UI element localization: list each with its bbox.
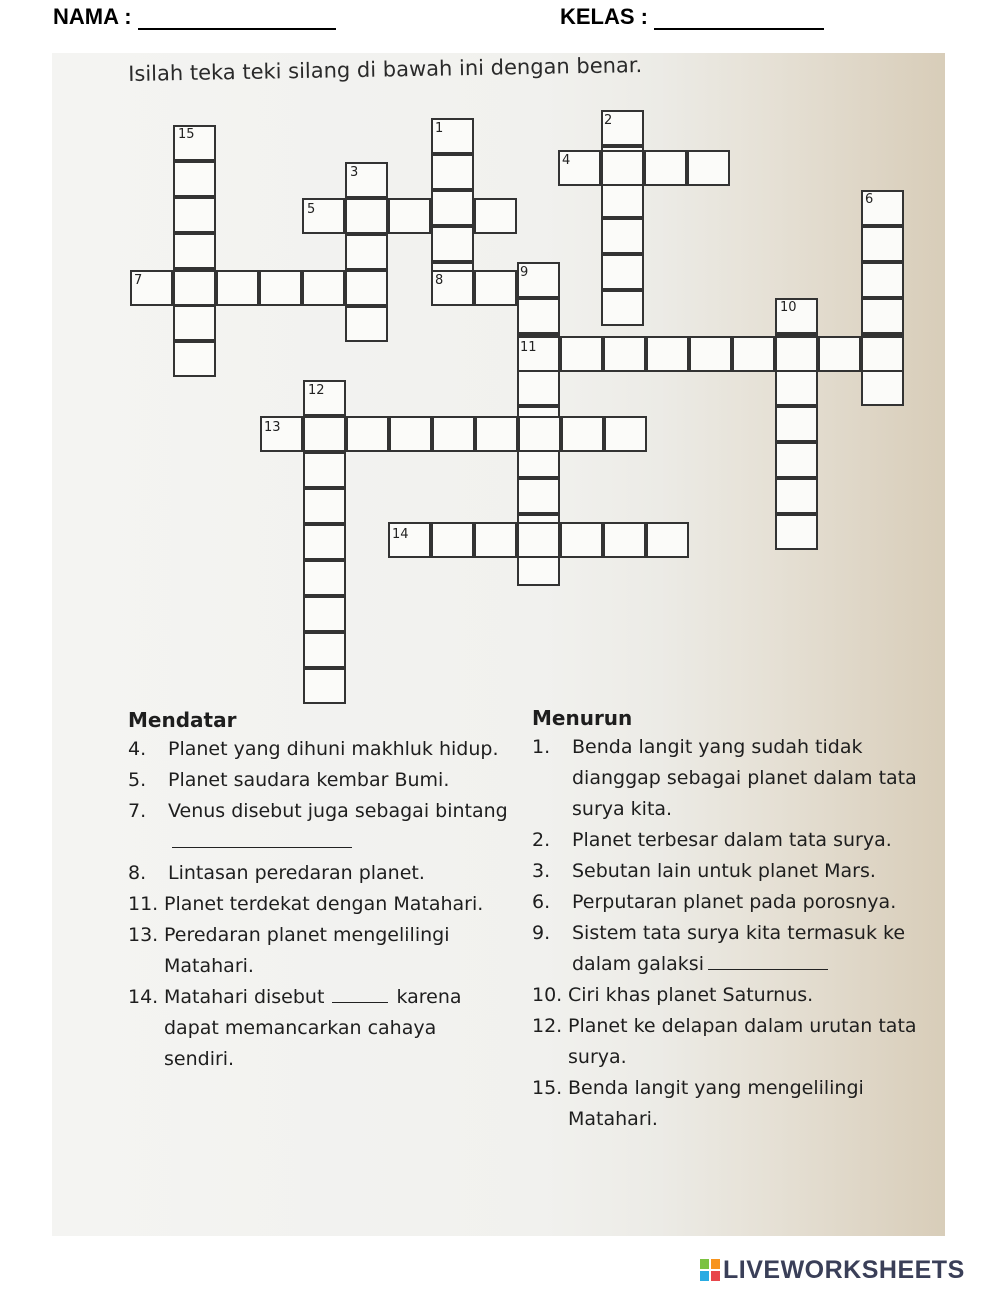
clue-item-text <box>128 982 508 1075</box>
crossword-cell[interactable] <box>517 478 560 514</box>
clue-text-part: Planet yang dihuni makhluk hidup. <box>168 738 499 760</box>
clue-item-number: 10. <box>532 984 563 1006</box>
clue-item-number: 9. <box>532 922 551 944</box>
clue-item-text <box>128 765 508 796</box>
clue-item-number: 11. <box>128 893 159 915</box>
clue-text-part: Planet terdekat dengan Matahari. <box>164 893 484 915</box>
name-input-line[interactable] <box>138 8 336 30</box>
crossword-cell[interactable] <box>517 370 560 406</box>
crossword-cell[interactable] <box>732 336 775 372</box>
instruction-text: Isilah teka teki silang di bawah ini dengan benar. <box>128 53 643 86</box>
clue-number: 9 <box>520 265 529 280</box>
clue-item <box>532 1011 932 1073</box>
clue-item-text <box>128 858 508 889</box>
crossword-cell[interactable] <box>687 150 730 186</box>
clue-item-text <box>128 889 508 920</box>
clue-number: 11 <box>520 340 537 355</box>
crossword-cell[interactable] <box>601 290 644 326</box>
class-field-label <box>560 4 824 30</box>
crossword-cell[interactable] <box>861 298 904 334</box>
crossword-cell[interactable] <box>216 270 259 306</box>
clue-number: 8 <box>435 273 444 288</box>
crossword-cell[interactable] <box>173 270 216 306</box>
clue-number: 4 <box>562 153 571 168</box>
crossword-cell[interactable] <box>601 150 644 186</box>
class-input-line[interactable] <box>654 8 824 30</box>
crossword-cell[interactable] <box>861 336 904 372</box>
crossword-cell[interactable] <box>345 234 388 270</box>
crossword-cell[interactable] <box>345 270 388 306</box>
crossword-cell[interactable] <box>818 336 861 372</box>
crossword-cell[interactable] <box>474 198 517 234</box>
crossword-cell[interactable] <box>431 190 474 226</box>
clue-item <box>128 889 508 920</box>
crossword-cell[interactable] <box>560 522 603 558</box>
clue-item-text <box>532 1073 932 1135</box>
crossword-cell[interactable] <box>173 341 216 377</box>
crossword-cell[interactable] <box>775 478 818 514</box>
crossword-cell[interactable] <box>775 442 818 478</box>
clues-down-title: Menurun <box>532 706 633 730</box>
clue-item <box>128 982 508 1075</box>
clues-across-title: Mendatar <box>128 708 237 732</box>
clue-number: 2 <box>604 113 613 128</box>
crossword-cell[interactable] <box>389 416 432 452</box>
crossword-cell[interactable] <box>431 154 474 190</box>
crossword-cell[interactable] <box>517 522 560 558</box>
crossword-cell[interactable] <box>303 560 346 596</box>
crossword-cell[interactable] <box>517 298 560 334</box>
clue-text-part: Sebutan lain untuk planet Mars. <box>572 860 876 882</box>
crossword-cell[interactable] <box>303 452 346 488</box>
crossword-cell[interactable] <box>601 218 644 254</box>
clue-item-text <box>532 918 932 980</box>
clue-number: 10 <box>780 300 797 315</box>
clue-item-text <box>532 825 932 856</box>
clue-item-text <box>532 980 932 1011</box>
clue-item <box>532 1073 932 1135</box>
clue-item <box>532 825 932 856</box>
answer-blank <box>172 829 352 848</box>
crossword-cell[interactable] <box>345 306 388 342</box>
crossword-cell[interactable] <box>302 270 345 306</box>
clue-text-part: Peredaran planet mengelilingi Matahari. <box>164 924 450 977</box>
clue-number: 3 <box>350 165 359 180</box>
liveworksheets-logo-icon <box>700 1259 720 1281</box>
clue-text-part: Planet ke delapan dalam urutan tata surya. <box>568 1015 917 1068</box>
clue-text-part: Perputaran planet pada porosnya. <box>572 891 897 913</box>
crossword-cell[interactable] <box>603 336 646 372</box>
clue-number: 1 <box>435 121 444 136</box>
clue-text-part: karena dapat memancarkan cahaya sendiri. <box>164 986 462 1070</box>
crossword-cell[interactable] <box>475 416 518 452</box>
crossword-cell[interactable] <box>775 406 818 442</box>
crossword-cell[interactable] <box>689 336 732 372</box>
clue-number: 6 <box>865 192 874 207</box>
answer-blank <box>332 984 388 1003</box>
crossword-cell[interactable] <box>646 336 689 372</box>
clue-item <box>128 765 508 796</box>
clue-item <box>532 887 932 918</box>
crossword-cell[interactable] <box>861 262 904 298</box>
crossword-cell[interactable] <box>560 336 603 372</box>
crossword-cell[interactable] <box>861 370 904 406</box>
clue-item-number: 3. <box>532 860 551 882</box>
class-label: KELAS : <box>560 4 648 29</box>
clue-text-part: Benda langit yang mengelilingi Matahari. <box>568 1077 864 1130</box>
clue-item-number: 1. <box>532 736 551 758</box>
clue-number: 13 <box>264 420 281 435</box>
clue-number: 12 <box>308 383 325 398</box>
crossword-cell[interactable] <box>646 522 689 558</box>
crossword-cell[interactable] <box>173 233 216 269</box>
clue-item-number: 6. <box>532 891 551 913</box>
clue-text-part: Sistem tata surya kita termasuk ke dalam galaksi <box>572 922 906 975</box>
clue-item <box>532 856 932 887</box>
clue-text-part: Ciri khas planet Saturnus. <box>568 984 814 1006</box>
name-label: NAMA : <box>53 4 132 29</box>
clue-text-part: Venus disebut juga sebagai bintang <box>168 800 508 822</box>
crossword-cell[interactable] <box>474 270 517 306</box>
crossword-cell[interactable] <box>775 514 818 550</box>
answer-blank <box>708 951 828 970</box>
crossword-cell[interactable] <box>303 632 346 668</box>
crossword-cell[interactable] <box>388 198 431 234</box>
crossword-cell[interactable] <box>561 416 604 452</box>
crossword-cell[interactable] <box>303 524 346 560</box>
liveworksheets-logo <box>700 1256 965 1285</box>
clue-text-part: Planet terbesar dalam tata surya. <box>572 829 892 851</box>
crossword-cell[interactable] <box>345 198 388 234</box>
clue-item <box>532 732 932 825</box>
clue-item-number: 13. <box>128 924 159 946</box>
crossword-cell[interactable] <box>775 370 818 406</box>
clue-item-text <box>532 1011 932 1073</box>
clue-item-text <box>532 856 932 887</box>
clue-item-number: 2. <box>532 829 551 851</box>
clue-item-text <box>532 887 932 918</box>
clue-text-part: Matahari disebut <box>164 986 325 1008</box>
crossword-cell[interactable] <box>432 416 475 452</box>
crossword-cell[interactable] <box>474 522 517 558</box>
clue-item-text <box>128 920 508 982</box>
name-field-label <box>53 4 336 30</box>
clue-item-number: 5. <box>128 769 147 791</box>
clue-item-number: 12. <box>532 1015 563 1037</box>
clue-item <box>128 920 508 982</box>
clue-text-part: Benda langit yang sudah tidak dianggap sebagai planet dalam tata surya kita. <box>572 736 917 820</box>
clue-item <box>128 796 508 858</box>
clue-item-number: 15. <box>532 1077 563 1099</box>
crossword-cell[interactable] <box>775 336 818 372</box>
crossword-cell[interactable] <box>431 226 474 262</box>
crossword-cell[interactable] <box>303 416 346 452</box>
crossword-cell[interactable] <box>173 197 216 233</box>
clue-item <box>532 918 932 980</box>
clue-number: 14 <box>392 527 409 542</box>
clues-down <box>532 706 932 1135</box>
clues-across <box>128 708 508 1075</box>
crossword-cell[interactable] <box>431 522 474 558</box>
clue-item-text <box>128 796 508 858</box>
clue-item-number: 4. <box>128 738 147 760</box>
clue-text-part: Planet saudara kembar Bumi. <box>168 769 450 791</box>
crossword-cell[interactable] <box>601 182 644 218</box>
crossword-cell[interactable] <box>346 416 389 452</box>
clue-item <box>128 734 508 765</box>
crossword-cell[interactable] <box>601 254 644 290</box>
clue-item <box>532 980 932 1011</box>
clue-item-number: 7. <box>128 800 147 822</box>
crossword-cell[interactable] <box>603 522 646 558</box>
clue-number: 15 <box>178 127 195 142</box>
crossword-cell[interactable] <box>259 270 302 306</box>
crossword-cell[interactable] <box>173 305 216 341</box>
clue-item-number: 8. <box>128 862 147 884</box>
clue-text-part: Lintasan peredaran planet. <box>168 862 425 884</box>
crossword-cell[interactable] <box>303 596 346 632</box>
clue-item-text <box>532 732 932 825</box>
crossword-cell[interactable] <box>303 668 346 704</box>
crossword-cell[interactable] <box>303 488 346 524</box>
clue-number: 5 <box>307 202 316 217</box>
clue-number: 7 <box>134 273 143 288</box>
crossword-cell[interactable] <box>173 161 216 197</box>
crossword-cell[interactable] <box>604 416 647 452</box>
crossword-cell[interactable] <box>644 150 687 186</box>
clue-item-text <box>128 734 508 765</box>
crossword-cell[interactable] <box>518 416 561 452</box>
clue-item-number: 14. <box>128 986 159 1008</box>
liveworksheets-logo-text: LIVEWORKSHEETS <box>723 1256 965 1284</box>
crossword-cell[interactable] <box>861 226 904 262</box>
clue-item <box>128 858 508 889</box>
